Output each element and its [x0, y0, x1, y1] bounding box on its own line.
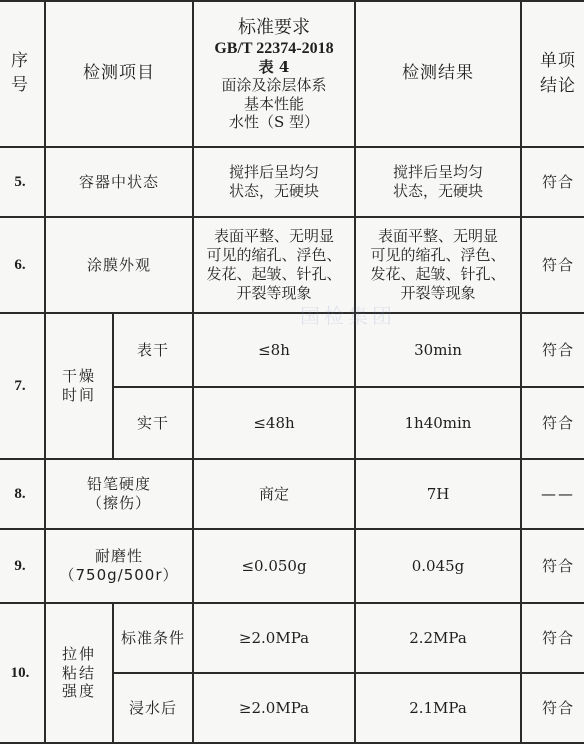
row-requirement: ≥2.0MPa — [193, 603, 355, 673]
row-conclusion: —— — [521, 459, 584, 529]
row-sub-item: 表干 — [113, 313, 193, 387]
row-requirement: ≤0.050g — [193, 529, 355, 603]
header-item: 检测项目 — [45, 1, 193, 147]
row-requirement: 搅拌后呈均匀 状态，无硬块 — [193, 147, 355, 217]
row-number: 8. — [0, 459, 45, 529]
row-requirement: ≤48h — [193, 387, 355, 459]
table-row — [0, 459, 584, 529]
row-sub-item: 标准条件 — [113, 603, 193, 673]
row-item: 耐磨性 （750g/500r） — [45, 529, 193, 603]
row-conclusion: 符合 — [521, 313, 584, 387]
table-row — [0, 529, 584, 603]
row-requirement: 表面平整、无明显 可见的缩孔、浮色、 发花、起皱、针孔、 开裂等现象 — [193, 217, 355, 313]
row-number: 7. — [0, 313, 45, 459]
watermark-logo: 国检集团 — [300, 304, 396, 328]
row-sub-item: 实干 — [113, 387, 193, 459]
header-seq: 序号 — [0, 1, 45, 147]
row-result: 2.1MPa — [355, 673, 521, 743]
row-sub-item: 浸水后 — [113, 673, 193, 743]
row-group-label: 拉伸 粘结 强度 — [45, 603, 113, 743]
table-row — [0, 313, 584, 387]
row-result: 0.045g — [355, 529, 521, 603]
header-result: 检测结果 — [355, 1, 521, 147]
row-requirement: 商定 — [193, 459, 355, 529]
header-row — [0, 1, 584, 147]
row-result: 2.2MPa — [355, 603, 521, 673]
header-standard-line: 水性（S 型） — [228, 113, 320, 132]
row-conclusion: 符合 — [521, 603, 584, 673]
header-conclusion: 单项 结论 — [521, 1, 584, 147]
row-result: 搅拌后呈均匀 状态，无硬块 — [355, 147, 521, 217]
row-conclusion: 符合 — [521, 673, 584, 743]
row-conclusion: 符合 — [521, 147, 584, 217]
header-standard — [193, 1, 355, 147]
row-requirement: ≤8h — [193, 313, 355, 387]
row-number: 10. — [0, 603, 45, 743]
header-standard-line: 基本性能 — [243, 94, 304, 113]
row-result: 30min — [355, 313, 521, 387]
row-item: 涂膜外观 — [45, 217, 193, 313]
row-result: 表面平整、无明显 可见的缩孔、浮色、 发花、起皱、针孔、 开裂等现象 — [355, 217, 521, 313]
table-row — [0, 147, 584, 217]
table-row — [0, 603, 584, 673]
header-standard-line: 标准要求 — [238, 16, 310, 38]
row-item: 容器中状态 — [45, 147, 193, 217]
row-number: 6. — [0, 217, 45, 313]
row-number: 5. — [0, 147, 45, 217]
header-standard-line: 表 4 — [258, 58, 290, 77]
row-conclusion: 符合 — [521, 387, 584, 459]
row-group-label: 干燥 时间 — [45, 313, 113, 459]
row-conclusion: 符合 — [521, 529, 584, 603]
row-requirement: ≥2.0MPa — [193, 673, 355, 743]
row-result: 1h40min — [355, 387, 521, 459]
table-row — [0, 217, 584, 313]
row-number: 9. — [0, 529, 45, 603]
row-conclusion: 符合 — [521, 217, 584, 313]
header-standard-line: GB/T 22374-2018 — [214, 39, 334, 57]
row-item: 铅笔硬度 （擦伤） — [45, 459, 193, 529]
row-result: 7H — [355, 459, 521, 529]
header-standard-line: 面涂及涂层体系 — [221, 76, 327, 95]
